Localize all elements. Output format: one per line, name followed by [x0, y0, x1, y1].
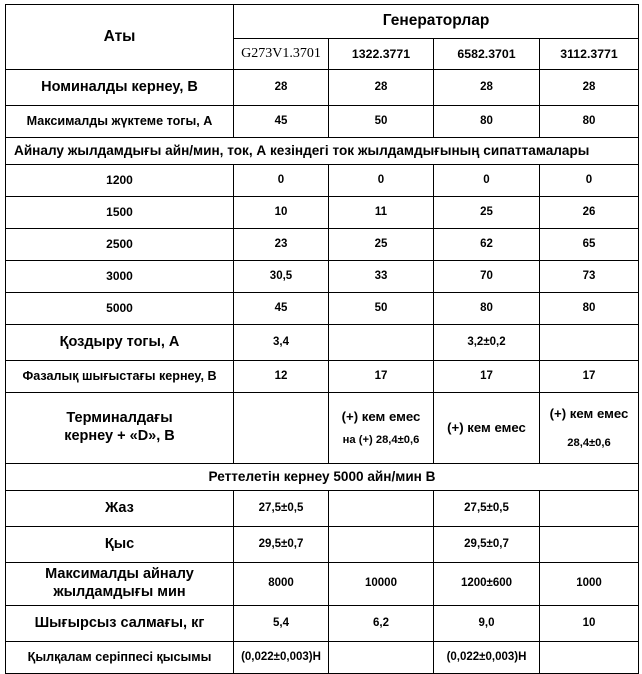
terminal-main-text: (+) кем емес	[549, 405, 629, 421]
row-value-cell: 29,5±0,7	[234, 527, 329, 563]
row-value-cell: 50	[329, 293, 434, 325]
row-label-line: Максималды айналу	[45, 566, 194, 583]
row-value-cell: 17	[540, 361, 639, 393]
row-value-cell	[540, 325, 639, 361]
row-value-cell: (0,022±0,003)Н	[234, 642, 329, 674]
table-row	[6, 229, 639, 261]
header-cell-generators: Генераторлар	[234, 5, 639, 39]
row-value-cell: (0,022±0,003)Н	[434, 642, 540, 674]
header-cell-model-2: 1322.3771	[329, 39, 434, 70]
row-value-cell: 62	[434, 229, 540, 261]
row-value-cell: 33	[329, 261, 434, 293]
row-label-cell: Номиналды кернеу, В	[6, 70, 234, 106]
row-label-cell: Фазалық шығыстағы кернеу, В	[6, 361, 234, 393]
row-value-cell: 3,2±0,2	[434, 325, 540, 361]
row-value-cell: 12	[234, 361, 329, 393]
row-value-cell	[540, 527, 639, 563]
row-value-cell: 28	[540, 70, 639, 106]
generator-spec-table	[5, 4, 639, 674]
row-value-cell	[329, 325, 434, 361]
row-value-cell: 8000	[234, 563, 329, 606]
row-label-line: кернеу + «D», В	[64, 428, 175, 444]
row-value-cell	[329, 527, 434, 563]
header-cell-model-4: 3112.3771	[540, 39, 639, 70]
row-value-cell: 80	[434, 106, 540, 138]
row-value-cell: 3,4	[234, 325, 329, 361]
table-row	[6, 393, 639, 464]
row-value-cell: 70	[434, 261, 540, 293]
row-value-cell: 73	[540, 261, 639, 293]
row-value-cell: 9,0	[434, 606, 540, 642]
row-value-cell	[234, 393, 329, 464]
row-value-cell: 28	[434, 70, 540, 106]
row-value-cell: 17	[329, 361, 434, 393]
terminal-sub-text: на (+) 28,4±0,6	[342, 433, 420, 446]
row-value-cell: 80	[540, 293, 639, 325]
row-value-cell: 29,5±0,7	[434, 527, 540, 563]
row-label-cell: 2500	[6, 229, 234, 261]
row-value-cell: 0	[434, 165, 540, 197]
row-label-cell-multiline	[6, 393, 234, 464]
row-value-cell: 50	[329, 106, 434, 138]
header-cell-model-3: 6582.3701	[434, 39, 540, 70]
row-value-cell: 11	[329, 197, 434, 229]
row-value-cell: 45	[234, 293, 329, 325]
table-row	[6, 165, 639, 197]
terminal-sub-text: 28,4±0,6	[567, 437, 611, 450]
row-value-cell: 0	[234, 165, 329, 197]
row-value-cell: 6,2	[329, 606, 434, 642]
row-label-cell: Максималды жүктеме тогы, А	[6, 106, 234, 138]
table-row	[6, 138, 639, 165]
section-header-cell: Реттелетін кернеу 5000 айн/мин В	[6, 464, 639, 491]
row-value-cell: 17	[434, 361, 540, 393]
row-value-cell: 23	[234, 229, 329, 261]
header-cell-name: Аты	[6, 5, 234, 70]
row-value-cell: 10	[540, 606, 639, 642]
row-value-cell	[329, 393, 434, 464]
terminal-main-text: (+) кем емес	[341, 409, 421, 425]
row-value-cell: 1200±600	[434, 563, 540, 606]
row-value-cell: 28	[329, 70, 434, 106]
table-row	[6, 106, 639, 138]
row-label-cell: 1500	[6, 197, 234, 229]
table-row	[6, 527, 639, 563]
row-value-cell: 27,5±0,5	[234, 491, 329, 527]
row-value-cell: 0	[540, 165, 639, 197]
row-value-cell: 10	[234, 197, 329, 229]
row-label-line: жылдамдығы мин	[53, 584, 186, 600]
table-row	[6, 70, 639, 106]
row-label-cell: Қылқалам серіппесі қысымы	[6, 642, 234, 674]
row-value-cell	[540, 393, 639, 464]
row-value-cell: 10000	[329, 563, 434, 606]
row-value-cell	[329, 491, 434, 527]
table-row	[6, 491, 639, 527]
terminal-main-text: (+) кем емес	[447, 420, 526, 436]
table-row	[6, 464, 639, 491]
row-label-cell-multiline	[6, 563, 234, 606]
row-value-cell	[434, 393, 540, 464]
table-header-row-top	[6, 5, 639, 39]
table-row	[6, 261, 639, 293]
row-value-cell	[540, 491, 639, 527]
row-label-cell: 3000	[6, 261, 234, 293]
table-row	[6, 563, 639, 606]
row-label-cell: Қыс	[6, 527, 234, 563]
row-value-cell: 28	[234, 70, 329, 106]
row-value-cell: 80	[434, 293, 540, 325]
row-value-cell: 65	[540, 229, 639, 261]
row-value-cell: 45	[234, 106, 329, 138]
section-header-cell: Айналу жылдамдығы айн/мин, ток, А кезіндегі ток жылдамдығының сипаттамалары	[6, 138, 639, 165]
row-label-line: Терминалдағы	[66, 410, 173, 427]
row-value-cell: 25	[434, 197, 540, 229]
row-label-cell: 1200	[6, 165, 234, 197]
row-label-cell: 5000	[6, 293, 234, 325]
row-value-cell: 80	[540, 106, 639, 138]
row-label-cell: Шығырсыз салмағы, кг	[6, 606, 234, 642]
row-value-cell: 30,5	[234, 261, 329, 293]
row-value-cell: 0	[329, 165, 434, 197]
row-value-cell: 1000	[540, 563, 639, 606]
table-row	[6, 197, 639, 229]
row-label-cell: Жаз	[6, 491, 234, 527]
row-value-cell: 27,5±0,5	[434, 491, 540, 527]
row-value-cell: 5,4	[234, 606, 329, 642]
row-value-cell: 25	[329, 229, 434, 261]
table-row	[6, 293, 639, 325]
row-label-cell: Қоздыру тогы, А	[6, 325, 234, 361]
header-cell-model-1: G273V1.3701	[234, 39, 329, 70]
row-value-cell: 26	[540, 197, 639, 229]
table-row	[6, 361, 639, 393]
table-row	[6, 606, 639, 642]
table-row	[6, 325, 639, 361]
